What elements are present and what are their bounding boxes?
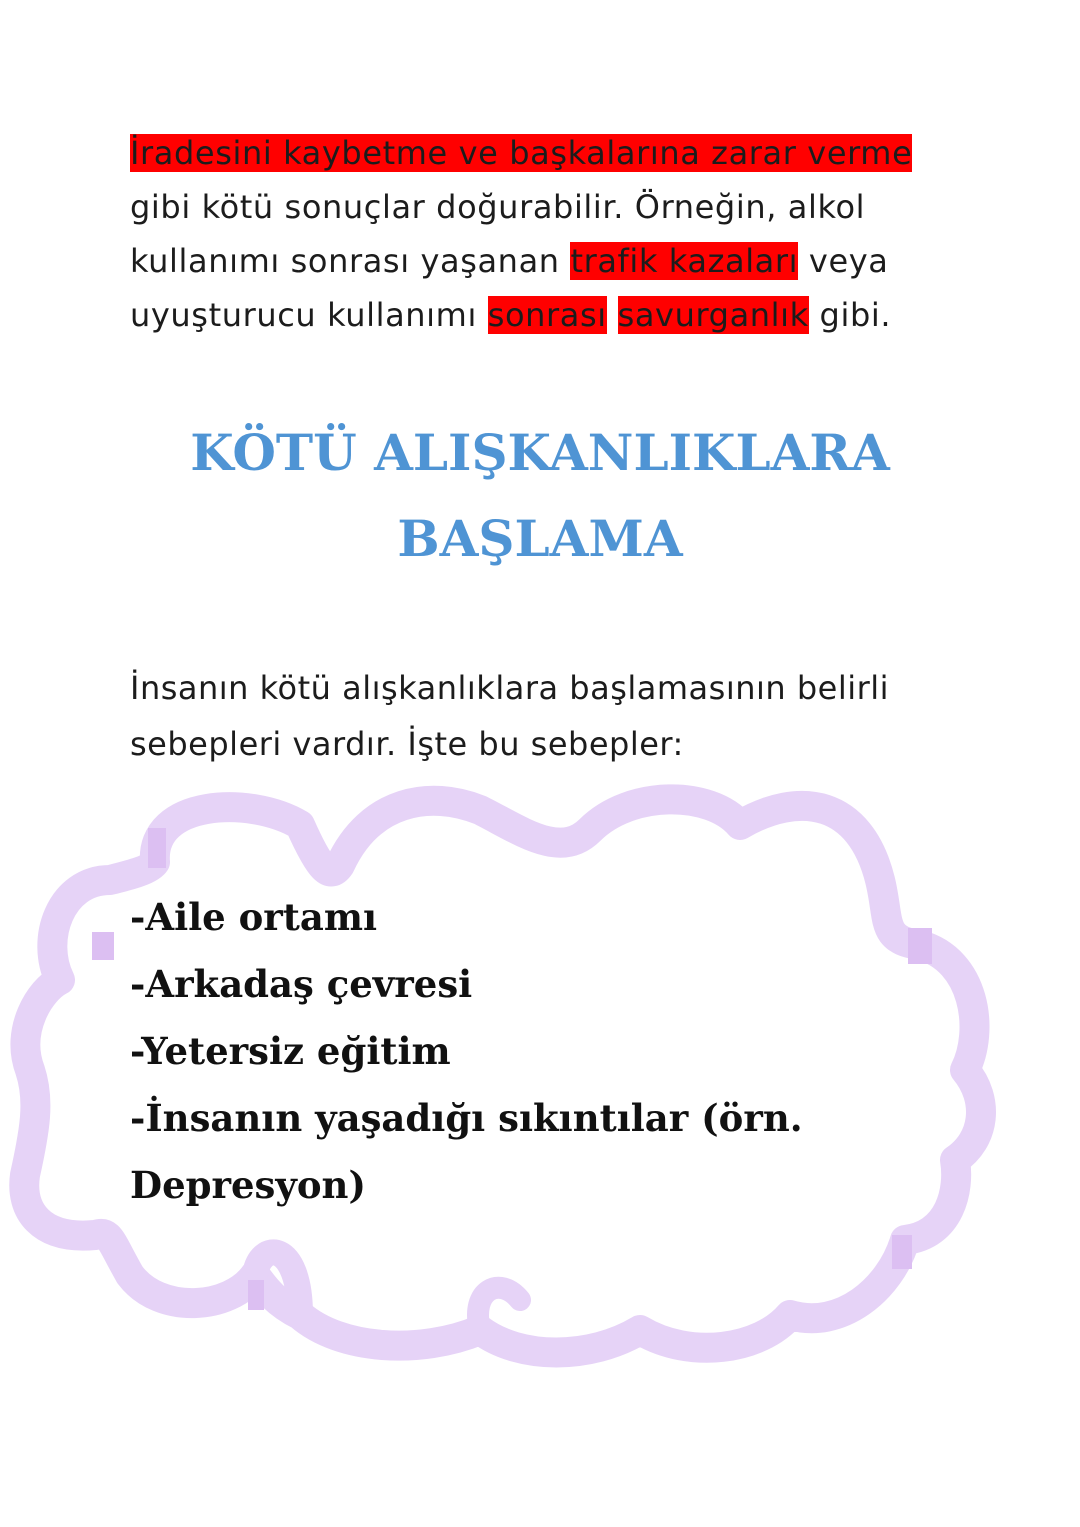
intro-text <box>130 126 960 342</box>
section-heading <box>0 410 1080 582</box>
list-item: -Aile ortamı <box>130 895 378 939</box>
paragraph-line-1: İnsanın kötü alışkanlıklara başlamasının belirli <box>130 669 890 707</box>
highlight: sonrası <box>487 296 607 334</box>
intro-line-4: uyuşturucu kullanımı sonrası savurganlık gibi. <box>130 296 892 334</box>
heading-line-1: KÖTÜ ALIŞKANLIKLARA <box>190 423 890 482</box>
highlight: İradesini kaybetme ve başkalarına zarar verme <box>130 134 913 172</box>
heading-line-2: BAŞLAMA <box>397 509 683 568</box>
highlight: trafik kazaları <box>570 242 799 280</box>
reasons-list <box>130 884 990 1219</box>
paragraph-line-2: sebepleri vardır. İşte bu sebepler: <box>130 725 684 763</box>
list-item: -Arkadaş çevresi <box>130 962 473 1006</box>
intro-line-3: kullanımı sonrası yaşanan trafik kazaları veya <box>130 242 889 280</box>
list-item: -Yetersiz eğitim <box>130 1029 451 1073</box>
list-item: -İnsanın yaşadığı sıkıntılar (örn. <box>130 1096 803 1140</box>
reasons-intro-paragraph <box>130 660 990 772</box>
intro-line-1 <box>130 126 960 180</box>
highlight: savurganlık <box>617 296 809 334</box>
intro-line-2: gibi kötü sonuçlar doğurabilir. Örneğin, alkol <box>130 188 866 226</box>
list-item: Depresyon) <box>130 1163 366 1207</box>
